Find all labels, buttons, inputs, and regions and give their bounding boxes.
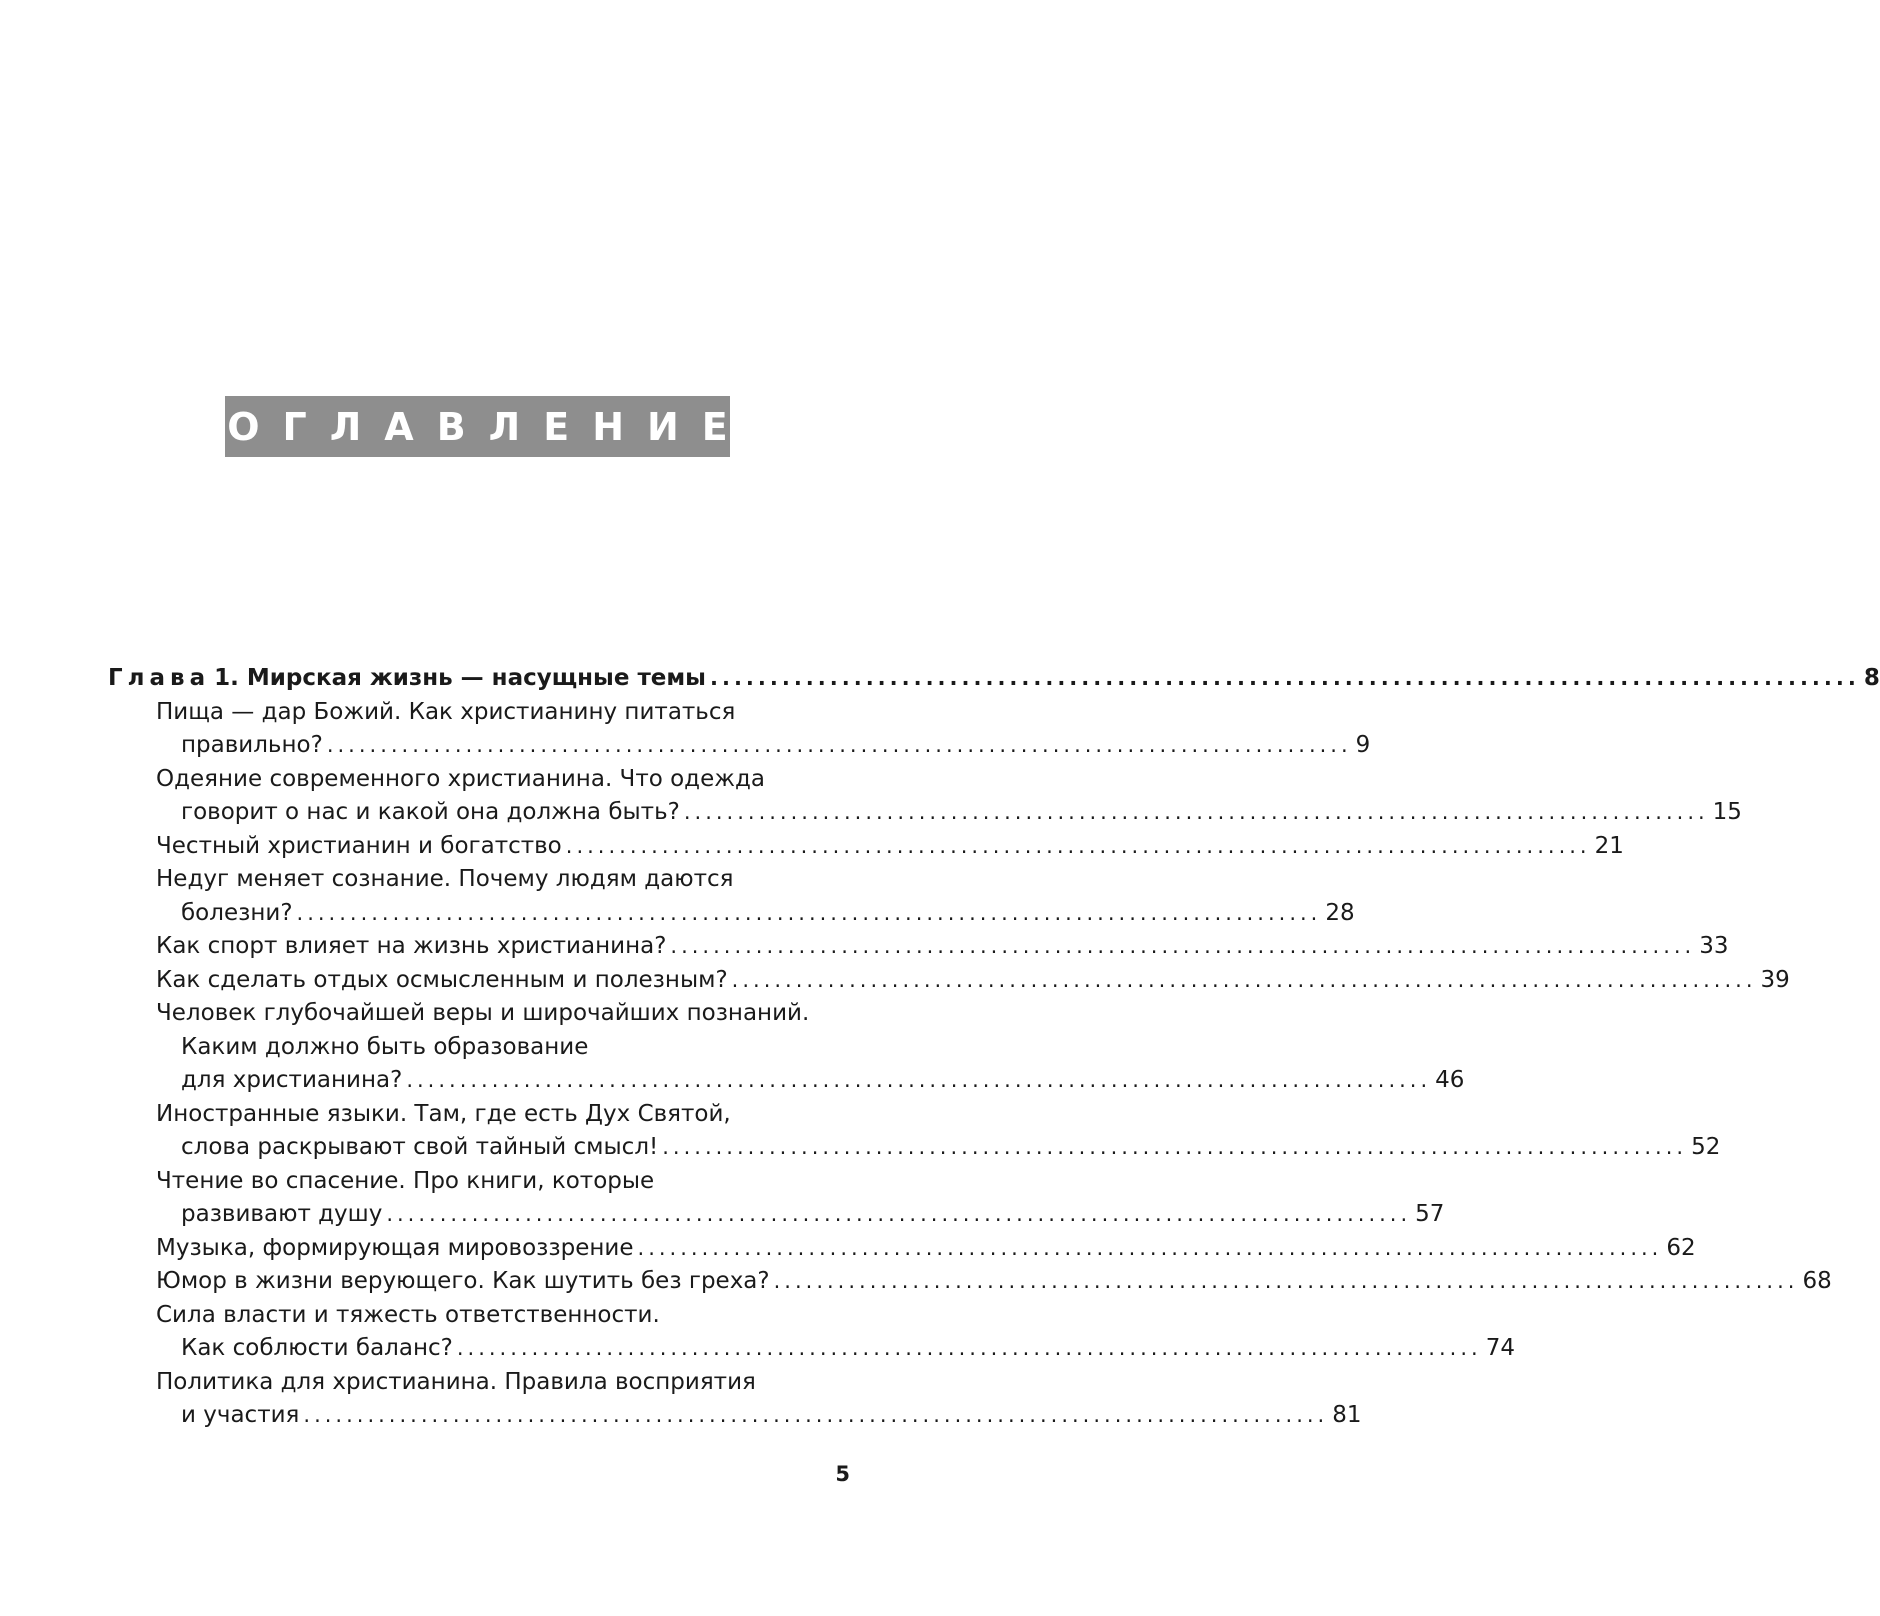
toc-entry-line[interactable] — [181, 896, 1355, 930]
toc-entry-line[interactable] — [156, 695, 850, 729]
toc-entry-page: 28 — [1325, 900, 1355, 926]
dot-leader: ................................................................................................ — [683, 800, 1709, 824]
toc-entry-line[interactable] — [156, 1097, 850, 1131]
toc-entry-page: 52 — [1691, 1134, 1721, 1160]
toc-entry-line[interactable] — [181, 728, 1371, 762]
toc-entry-line[interactable] — [181, 1130, 1721, 1164]
toc-entry-text: Человек глубочайшей веры и широчайших познаний. — [156, 1000, 810, 1026]
chapter-page: 8 — [1863, 665, 1880, 691]
toc-heading: ОГЛАВЛЕНИЕ — [227, 404, 751, 449]
toc-entry-text: и участия — [181, 1402, 300, 1428]
toc-entry-text: Чтение во спасение. Про книги, которые — [156, 1168, 655, 1194]
dot-leader: ................................................................................................ — [731, 968, 1757, 992]
toc-entry-text: развивают душу — [181, 1201, 383, 1227]
toc-entry-line[interactable] — [181, 1398, 1362, 1432]
toc-entry-text: Сила власти и тяжесть ответственности. — [156, 1302, 660, 1328]
toc-entry-line[interactable] — [156, 929, 1729, 963]
dot-leader: ................................................................................................ — [670, 934, 1696, 958]
toc-entry-text: Иностранные языки. Там, где есть Дух Святой, — [156, 1101, 731, 1127]
toc-entry-page: 33 — [1699, 933, 1729, 959]
dot-leader: ................................................................................................ — [773, 1269, 1799, 1293]
toc-entry-page: 62 — [1666, 1235, 1696, 1261]
dot-leader: ................................................................................................ — [303, 1403, 1329, 1427]
toc-entry-text: Пища — дар Божий. Как христианину питаться — [156, 699, 736, 725]
toc-entry-text: Музыка, формирующая мировоззрение — [156, 1235, 634, 1261]
toc-entry-text: Честный христианин и богатство — [156, 833, 562, 859]
dot-leader: ................................................................................................ — [406, 1068, 1432, 1092]
toc-entry-text: Как спорт влияет на жизнь христианина? — [156, 933, 667, 959]
toc-entry-line[interactable] — [156, 996, 850, 1030]
chapter-title: 1. Мирская жизнь — насущные темы — [214, 665, 706, 691]
toc-entry-page: 68 — [1802, 1268, 1832, 1294]
dot-leader: ................................................................................................ — [637, 1236, 1663, 1260]
chapter-prefix: Глава — [108, 665, 211, 691]
toc-entry-line[interactable] — [156, 762, 850, 796]
toc-entry-text: Как соблюсти баланс? — [181, 1335, 453, 1361]
toc-entry-text: Каким должно быть образование — [181, 1034, 589, 1060]
toc-entry-line[interactable] — [181, 1063, 1465, 1097]
toc-entry-text: правильно? — [181, 732, 323, 758]
toc-entry-text: говорит о нас и какой она должна быть? — [181, 799, 680, 825]
toc-entry-line[interactable] — [156, 1298, 850, 1332]
dot-leader: ................................................................................................ — [386, 1202, 1412, 1226]
toc-entry-text: болезни? — [181, 900, 293, 926]
dot-leader: ................................................................................................ — [565, 834, 1591, 858]
toc-chapter-line[interactable] — [108, 661, 1880, 695]
toc-entry-text: Одеяние современного христианина. Что одежда — [156, 766, 765, 792]
toc-entry-line[interactable] — [156, 862, 850, 896]
toc-entry-line[interactable] — [181, 795, 1742, 829]
dot-leader: ................................................................................................ — [326, 733, 1352, 757]
toc-entry-line[interactable] — [156, 1264, 1832, 1298]
toc-entry-page: 46 — [1435, 1067, 1465, 1093]
toc-entry-page: 21 — [1594, 833, 1624, 859]
toc-entry-text: Недуг меняет сознание. Почему людям даются — [156, 866, 734, 892]
toc-entry-text: Политика для христианина. Правила восприятия — [156, 1369, 756, 1395]
toc-entry-line[interactable] — [156, 1231, 1696, 1265]
toc-entry-page: 81 — [1332, 1402, 1362, 1428]
toc-entry-page: 15 — [1712, 799, 1742, 825]
toc-entry-line[interactable] — [181, 1197, 1445, 1231]
toc-entry-line[interactable] — [156, 963, 1790, 997]
toc-entry-line[interactable] — [156, 829, 1624, 863]
toc-entry-line[interactable] — [181, 1331, 1515, 1365]
dot-leader: ................................................................................................ — [662, 1135, 1688, 1159]
toc-entry-text: слова раскрывают свой тайный смысл! — [181, 1134, 659, 1160]
toc-entry-line[interactable] — [156, 1164, 850, 1198]
dot-leader: ................................................................................................ — [296, 901, 1322, 925]
toc-entry-page: 39 — [1760, 967, 1790, 993]
page-number: 5 — [835, 1462, 850, 1486]
toc-entry-text: Юмор в жизни верующего. Как шутить без греха? — [156, 1268, 770, 1294]
toc-entry-line[interactable] — [156, 1365, 850, 1399]
toc-entry-page: 9 — [1355, 732, 1371, 758]
dot-leader: ................................................................................................ — [456, 1336, 1482, 1360]
dot-leader: ................................................................................................ — [709, 666, 1860, 690]
toc-entry-page: 74 — [1485, 1335, 1515, 1361]
toc-entry-page: 57 — [1415, 1201, 1445, 1227]
toc-entry-line[interactable] — [181, 1030, 850, 1064]
toc-entry-text: для христианина? — [181, 1067, 403, 1093]
toc-entry-text: Как сделать отдых осмысленным и полезным? — [156, 967, 728, 993]
